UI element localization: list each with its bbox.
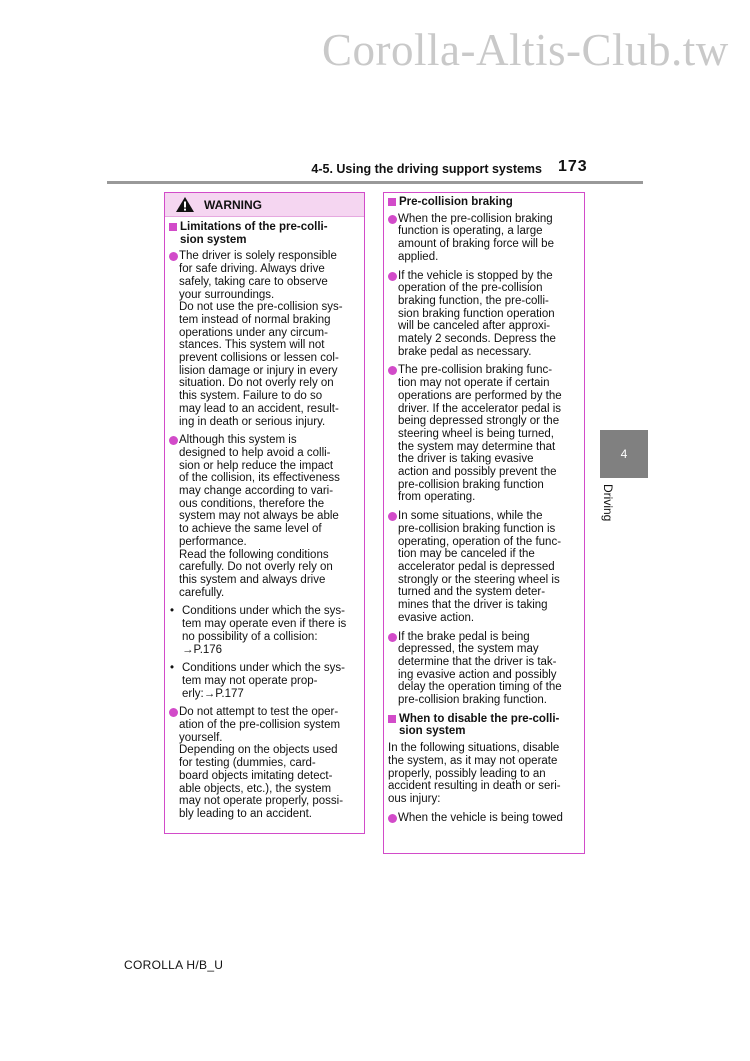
dot-marker-icon [388, 366, 397, 375]
square-marker-icon [169, 223, 177, 231]
list-item-text: In some situations, while the pre-collision braking function is operating, operation of the func- tion may be canceled if the accelerator pedal is depressed strongly or the steering wheel is turned and the system deter- mines that the driver is taking evasive action. [398, 510, 562, 624]
disable-intro: In the following situations, disable the system, as it may not operate properly, possibly leading to an accident resulting in death or seri- ous injury: [388, 742, 561, 805]
list-item-text: If the vehicle is stopped by the operation of the pre-collision braking function, the pre-colli- sion braking function operation will be canceled after approxi- mately 2 seconds. Depress the brake pedal as necessary. [398, 269, 556, 358]
dot-marker-icon [388, 512, 397, 521]
list-item [388, 631, 581, 707]
list-item [388, 213, 581, 264]
warning-box [164, 192, 365, 834]
list-item-text: Conditions under which the sys- tem may operate even if there is no possibility of a collision: →P.176 [182, 605, 347, 656]
dot-marker-icon [388, 215, 397, 224]
bullet-marker: • [170, 662, 175, 675]
list-item [388, 812, 581, 825]
disable-list [388, 812, 581, 825]
list-item-text: The pre-collision braking func- tion may not operate if certain operations are performed by the driver. If the accelerator pedal is being depressed strongly or the steering wheel is being turned, the system may determine that the driver is taking evasive action and possibly prevent the pre-collision braking function from operating. [398, 364, 562, 504]
section-title: 4-5. Using the driving support systems [311, 162, 542, 176]
list-item [388, 364, 581, 504]
dot-marker-icon [388, 633, 397, 642]
disable-heading-text: When to disable the pre-colli- sion system [399, 712, 560, 738]
dot-marker-icon [388, 272, 397, 281]
list-item [169, 662, 361, 700]
warning-list [169, 250, 361, 820]
braking-heading [388, 196, 581, 209]
dot-marker-icon [388, 814, 397, 823]
warning-body [165, 217, 364, 821]
square-marker-icon [388, 198, 396, 206]
list-item [169, 250, 361, 428]
list-item [169, 605, 361, 656]
dot-marker-icon [169, 252, 178, 261]
chapter-number: 4 [620, 447, 628, 461]
square-marker-icon [388, 715, 396, 723]
dot-marker-icon [169, 708, 178, 717]
footer-model: COROLLA H/B_U [124, 958, 224, 972]
header-divider [107, 181, 643, 184]
braking-body [384, 193, 584, 824]
watermark: Corolla-Altis-Club.tw [322, 25, 729, 75]
warning-header [165, 193, 364, 217]
braking-list [388, 213, 581, 707]
list-item-text: Although this system is designed to help avoid a colli- sion or help reduce the impact of the collision, its effectiveness may change according to vari- ous conditions, therefore the system may not always be able to achieve the same level of performance. Read the following conditions carefully. Do not overly rely on this system and always drive carefully. [179, 434, 340, 599]
list-item-text: When the pre-collision braking function is operating, a large amount of braking force will be applied. [398, 212, 554, 263]
list-item-text: If the brake pedal is being depressed, the system may determine that the driver is tak- ing evasive action and possibly delay the operation timing of the pre-collision braking function. [398, 630, 562, 707]
list-item-text: Conditions under which the sys- tem may not operate prop- erly:→P.177 [182, 662, 345, 700]
list-item-text: Do not attempt to test the oper- ation of the pre-collision system yourself. Depending on the objects used for testing (dummies, card- board objects imitating detect- able objects, etc.), the system may not operate properly, possi- bly leading to an accident. [179, 706, 344, 820]
warning-heading [169, 221, 361, 246]
list-item [388, 270, 581, 359]
warning-heading-text: Limitations of the pre-colli- sion system [180, 221, 328, 246]
disable-heading [388, 713, 581, 738]
list-item [169, 706, 361, 820]
page-number: 173 [558, 158, 588, 175]
chapter-tab [600, 430, 648, 478]
list-item-text: When the vehicle is being towed [398, 811, 563, 824]
braking-heading-text: Pre-collision braking [399, 196, 513, 208]
braking-box [383, 192, 585, 854]
list-item-text: The driver is solely responsible for safe driving. Always drive safely, taking care to observe your surroundings. Do not use the pre-collision sys- tem instead of normal braking operations under any circum- stances. This system will not prevent collisions or lessen col- lision damage or injury in every situation. Do not overly rely on this system. Failure to do so may lead to an accident, result- ing in death or serious injury. [179, 250, 343, 428]
bullet-marker: • [170, 605, 175, 618]
warning-triangle-icon [175, 196, 195, 213]
chapter-label: Driving [601, 484, 615, 522]
dot-marker-icon [169, 436, 178, 445]
list-item [388, 510, 581, 624]
warning-label: WARNING [204, 197, 262, 212]
list-item [169, 434, 361, 599]
